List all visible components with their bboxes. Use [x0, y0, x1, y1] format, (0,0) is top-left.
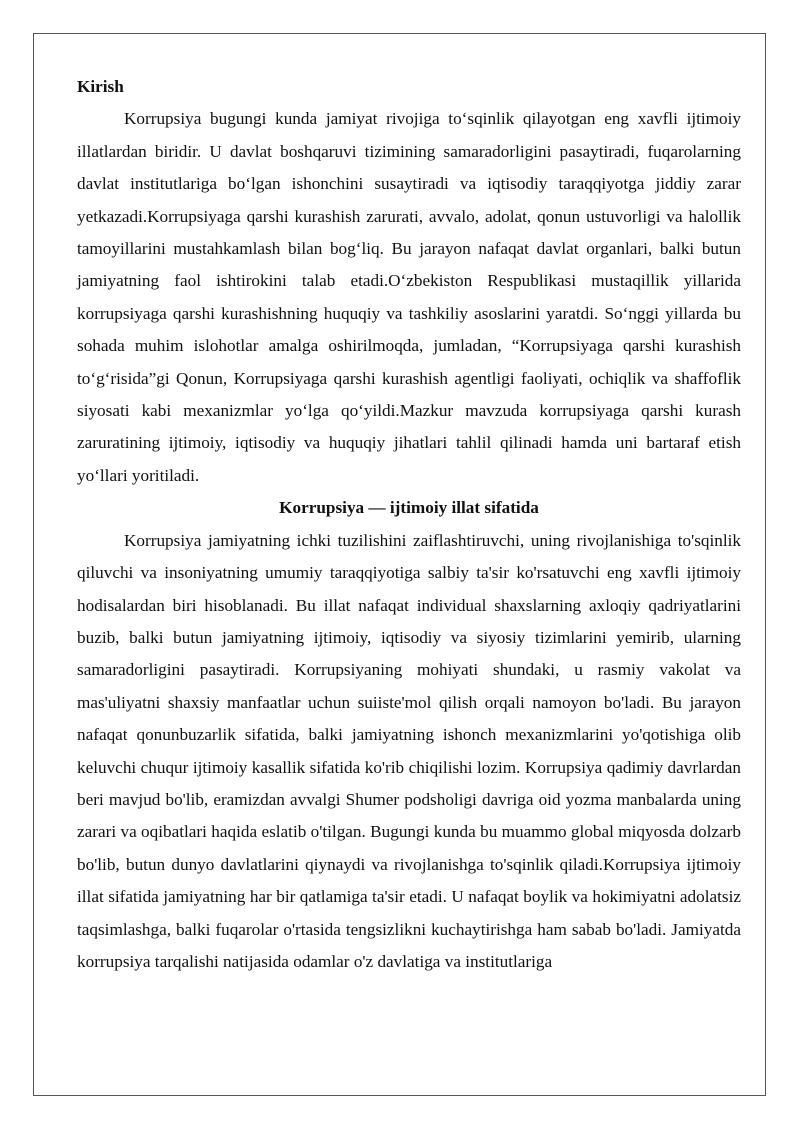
section-heading-corruption-social-vice: Korrupsiya — ijtimoiy illat sifatida — [279, 498, 539, 518]
document-body — [77, 71, 741, 978]
section-heading-introduction: Kirish — [77, 77, 124, 96]
corruption-social-vice-paragraph: Korrupsiya jamiyatning ichki tuzilishini zaiflashtiruvchi, uning rivojlanishiga to'sqinlik qiluvchi va insoniyatning umumiy taraqqiyotiga salbiy ta'sir ko'rsatuvchi eng xavfli ijtimoiy hodisalardan biri hisoblanadi. Bu illat nafaqat individual shaxslarning axloqiy qadriyatlarini buzib, balki butun jamiyatning ijtimoiy, iqtisodiy va siyosiy tizimlarini yemirib, ularning samaradorligini pasaytiradi. Korrupsiyaning mohiyati shundaki, u rasmiy vakolat va mas'uliyatni shaxsiy manfaatlar uchun suiiste'mol qilish orqali namoyon bo'ladi. Bu jarayon nafaqat qonunbuzarlik sifatida, balki jamiyatning ishonch mexanizmlarini yo'qotishiga olib keluvchi chuqur ijtimoiy kasallik sifatida ko'rib chiqilishi lozim. Korrupsiya qadimiy davrlardan beri mavjud bo'lib, eramizdan avvalgi Shumer podsholigi davriga oid yozma manbalarda uning zarari va oqibatlari haqida eslatib o'tilgan. Bugungi kunda bu muammo global miqyosda dolzarb bo'lib, butun dunyo davlatlarini qiynaydi va rivojlanishga to'sqinlik qiladi.Korrupsiya ijtimoiy illat sifatida jamiyatning har bir qatlamiga ta'sir etadi. U nafaqat boylik va hokimiyatni adolatsiz taqsimlashga, balki fuqarolar o'rtasida tengsizlikni kuchaytirishga ham sabab bo'ladi. Jamiyatda korrupsiya tarqalishi natijasida odamlar o'z davlatiga va institutlariga — [77, 530, 741, 971]
introduction-paragraph: Korrupsiya bugungi kunda jamiyat rivojiga to‘sqinlik qilayotgan eng xavfli ijtimoiy illatlardan biridir. U davlat boshqaruvi tizimining samaradorligini pasaytiradi, fuqarolarning davlat institutlariga bo‘lgan ishonchini susaytiradi va iqtisodiy taraqqiyotga jiddiy zarar yetkazadi.Korrupsiyaga qarshi kurashish zarurati, avvalo, adolat, qonun ustuvorligi va halollik tamoyillarini mustahkamlash bilan bog‘liq. Bu jarayon nafaqat davlat organlari, balki butun jamiyatning faol ishtirokini talab etadi.O‘zbekiston Respublikasi mustaqillik yillarida korrupsiyaga qarshi kurashishning huquqiy va tashkiliy asoslarini yaratdi. So‘nggi yillarda bu sohada muhim islohotlar amalga oshirilmoqda, jumladan, “Korrupsiyaga qarshi kurashish to‘g‘risida”gi Qonun, Korrupsiyaga qarshi kurashish agentligi faoliyati, ochiqlik va shaffoflik siyosati kabi mexanizmlar yo‘lga qo‘yildi.Mazkur mavzuda korrupsiyaga qarshi kurash zaruratining ijtimoiy, iqtisodiy va huquqiy jihatlari tahlil qilinadi hamda uni bartaraf etish yo‘llari yoritiladi. — [77, 109, 741, 485]
